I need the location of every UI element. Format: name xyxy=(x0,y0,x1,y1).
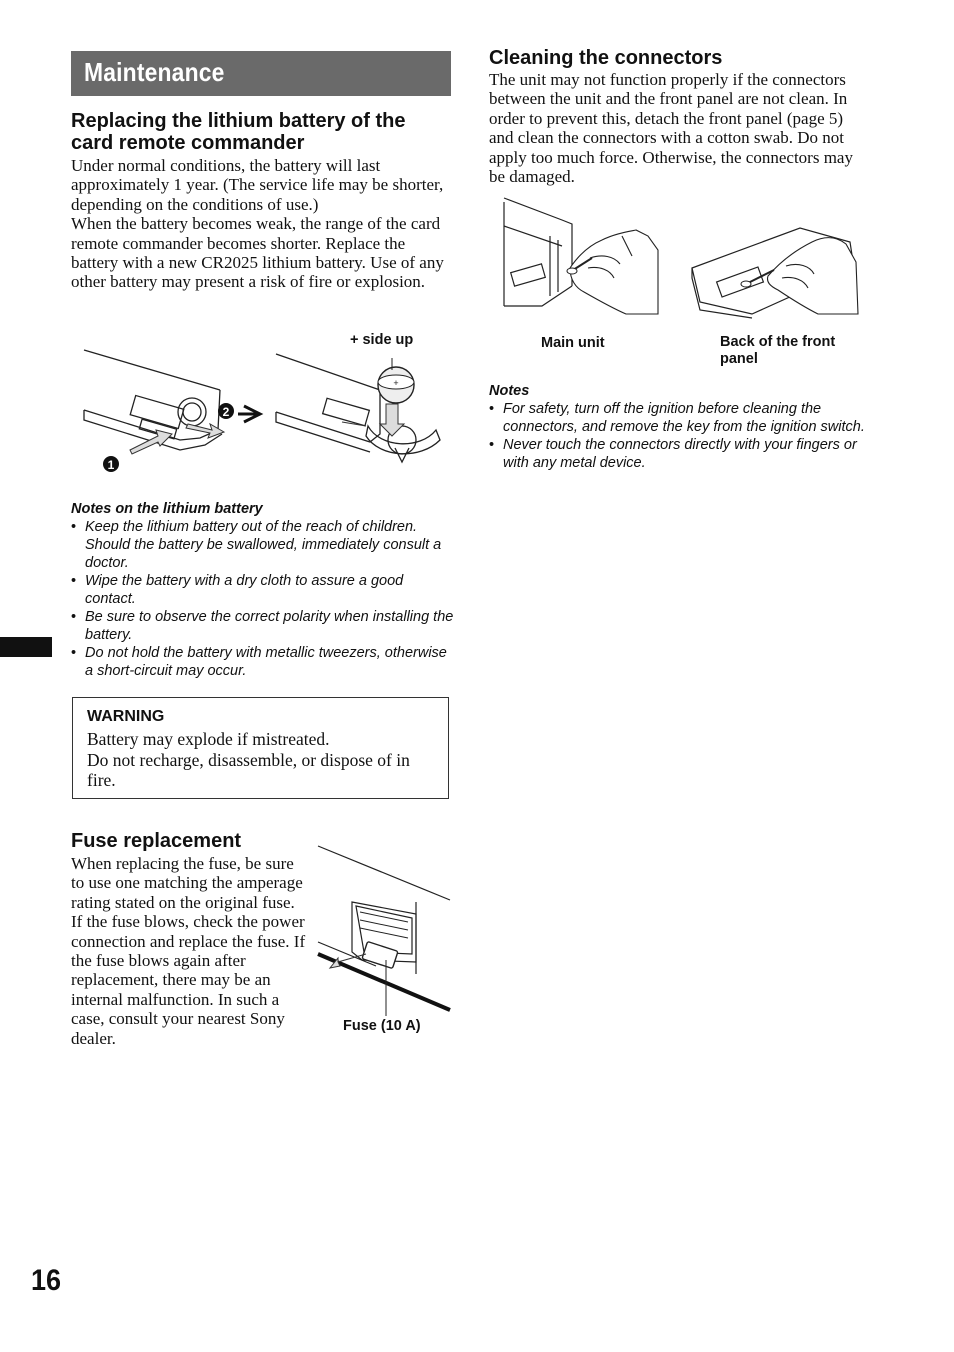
step-2-label: 2 xyxy=(222,405,230,419)
remote-commander-right xyxy=(276,354,440,462)
hand-icon xyxy=(767,238,858,314)
svg-text:+: + xyxy=(393,378,399,388)
battery-notes xyxy=(71,500,456,680)
warning-title: WARNING xyxy=(87,708,165,725)
note-item: • For safety, turn off the ignition before cleaning the connectors, and remove the key from the ignition switch. xyxy=(489,400,874,436)
battery-paragraph: When the battery becomes weak, the range of the card remote commander becomes shorter. Replace the battery with a new CR2025 lithium battery. Use of any other battery may present a risk of fire or explosion. xyxy=(71,214,444,292)
warning-box xyxy=(72,697,449,799)
note-item: • Keep the lithium battery out of the reach of children. Should the battery be swallowed, immediately consult a doctor. xyxy=(71,518,456,572)
battery-body xyxy=(71,156,451,292)
note-item: • Do not hold the battery with metallic tweezers, otherwise a short-circuit may occur. xyxy=(71,644,456,680)
connectors-notes xyxy=(489,382,874,472)
remote-commander-left xyxy=(84,350,222,450)
caption-back-front-panel: Back of the front panel xyxy=(720,334,836,367)
arrow-push-icon xyxy=(130,430,172,454)
warning-text xyxy=(87,729,437,791)
warning-line: Do not recharge, disassemble, or dispose of in fire. xyxy=(87,749,410,790)
battery-replacement-illustration xyxy=(80,330,450,480)
side-up-label: + side up xyxy=(350,332,414,348)
caption-main-unit: Main unit xyxy=(541,335,605,351)
note-item: • Wipe the battery with a dry cloth to assure a good contact. xyxy=(71,572,456,608)
front-panel-illustration xyxy=(690,222,862,318)
arrow-down-icon xyxy=(380,404,404,436)
battery-notes-title: Notes on the lithium battery xyxy=(71,501,263,517)
step-1-label: 1 xyxy=(107,458,115,472)
section-title: Maintenance xyxy=(84,57,225,87)
battery-heading: Replacing the lithium battery of the card remote commander xyxy=(71,110,406,154)
hand-icon xyxy=(570,230,658,314)
connectors-notes-title: Notes xyxy=(489,383,530,399)
note-item: • Never touch the connectors directly with your fingers or with any metal device. xyxy=(489,436,874,472)
page-number: 16 xyxy=(31,1264,62,1297)
section-banner xyxy=(71,51,451,96)
fuse-icon xyxy=(362,941,398,968)
connectors-body: The unit may not function properly if the connectors between the unit and the front panel are not clean. In order to prevent this, detach the front panel (page 5) and clean the connectors with a cotton swab. Do not apply too much force. Otherwise, the connectors may be damaged. xyxy=(489,70,853,187)
fuse-label: Fuse (10 A) xyxy=(343,1018,421,1034)
fuse-heading: Fuse replacement xyxy=(71,830,242,852)
warning-line: Battery may explode if mistreated. xyxy=(87,729,330,749)
connectors-heading: Cleaning the connectors xyxy=(489,47,723,69)
battery-paragraph: Under normal conditions, the battery will last approximately 1 year. (The service life may be shorter, depending on the conditions of use.) xyxy=(71,156,444,214)
note-item: • Be sure to observe the correct polarity when installing the battery. xyxy=(71,608,456,644)
fuse-illustration xyxy=(316,842,452,1017)
main-unit-illustration xyxy=(502,196,662,318)
edge-tab xyxy=(0,637,52,657)
fuse-body: When replacing the fuse, be sure to use one matching the amperage rating stated on the original fuse. If the fuse blows, check the power connection and replace the fuse. If the fuse blows again after replacement, there may be an internal malfunction. In such a case, consult your nearest Sony dealer. xyxy=(71,854,306,1048)
